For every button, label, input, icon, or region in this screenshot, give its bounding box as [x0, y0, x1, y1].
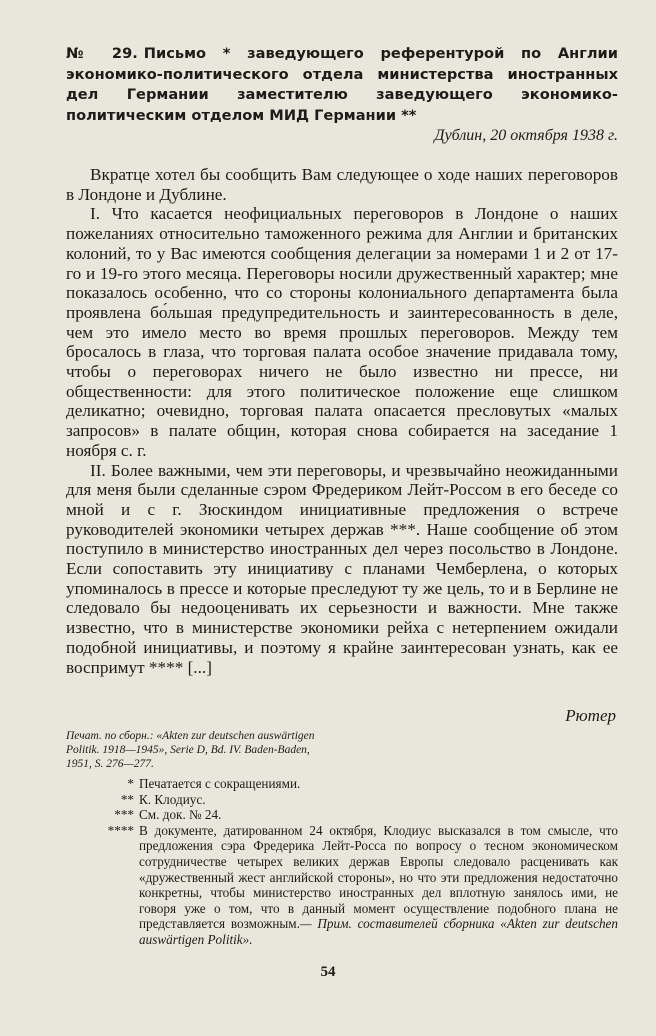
source-citation: Печат. по сборн.: «Akten zur deutschen auswärtigen Politik. 1918—1945», Serie D, Bd. IV. Baden-Baden, 1951, S. 276—277. — [66, 730, 315, 770]
footnote — [66, 776, 618, 792]
footnote-compiler-note: — Прим. составителей сборника «Akten zur deutschen auswärtigen Politik». — [139, 916, 618, 947]
footnote-mark: ** — [120, 791, 134, 807]
page-number: 54 — [320, 964, 336, 980]
signature: Рютер — [565, 706, 616, 725]
footnote-mark: *** — [114, 807, 134, 823]
footnote-text: К. Клодиус. — [139, 791, 206, 807]
footnote-mark: * — [127, 776, 134, 791]
footnote-text: См. док. № 24. — [139, 807, 222, 823]
letter-body — [66, 165, 618, 677]
footnote — [66, 792, 618, 808]
document-number: № 29. — [66, 45, 138, 62]
paragraph: I. Что касается неофициальных переговоров в Лондоне о наших пожеланиях относительно таможенного режима для Англии и британских колоний, то у Вас имеются сообщения делегации за номерами 1 и 2 от 17-го и 19-го этого месяца. Переговоры носили дружественный характер; мне показалось особенно, что со стороны колониального департамента была проявлена бо́льшая предупредительность и заинтересованность в деле, чем это имело место во время прошлых переговоров. Между тем бросалось в глаза, что торговая палата особое значение придавала тому, чтобы о переговорах ничего не было известно ни прессе, ни общественности: для этого политическое положение еще слишком деликатно; очевидно, торговая палата опасается пресловутых «малых запросов» в палате общин, которая снова собирается на заседание 1 ноября с. г. — [66, 204, 618, 460]
document-title: Письмо * заведующего референтурой по Англии экономико-политического отдела министерства иностранных дел Германии заместителю заведующего экономико-политическим отделом МИД Германии ** — [66, 45, 618, 124]
document-heading — [66, 44, 618, 126]
paragraph: II. Более важными, чем эти переговоры, и чрезвычайно неожиданными для меня были сделанные сэром Фредериком Лейт-Россом в его беседе со мной и с г. Зюскиндом инициативные предложения о встрече руководителей экономики четырех держав ***. Наше сообщение об этом поступило в министерство иностранных дел через посольство в Лондоне. Если сопоставить эту инициативу с планами Чемберлена, о которых упоминалось в прессе и которые преследуют ту же цель, то и в Берлине не следовало бы недооценивать их серьезности и важности. Мне также известно, что в министерстве экономики рейха с нетерпением ожидали подобной инициативы, и поэтому я крайне заинтересован узнать, как ее воспримут **** [...] — [66, 460, 618, 677]
paragraph: Вкратце хотел бы сообщить Вам следующее о ходе наших переговоров в Лондоне и Дублине. — [66, 165, 618, 204]
dateline: Дублин, 20 октября 1938 г. — [434, 127, 618, 144]
footnote-mark: **** — [107, 822, 134, 838]
footnote-text: Печатается с сокращениями. — [139, 776, 301, 791]
footnote — [66, 823, 618, 948]
footnote — [66, 807, 618, 823]
footnote-text: В документе, датированном 24 октября, Клодиус высказался в том смысле, что предложения сэра Фредерика Лейт-Росса по вопросу о тесном экономическом сотрудничестве четырех великих держав Европы следовало расценивать как «дружественный жест английской стороны», но что эти предложения недостаточно конкретны, чтобы министерство иностранных дел вплотную занялось ими, не говоря уже о том, что в данный момент осуществление подобного плана не представляется возможным. — [139, 822, 618, 932]
footnotes — [66, 776, 618, 948]
